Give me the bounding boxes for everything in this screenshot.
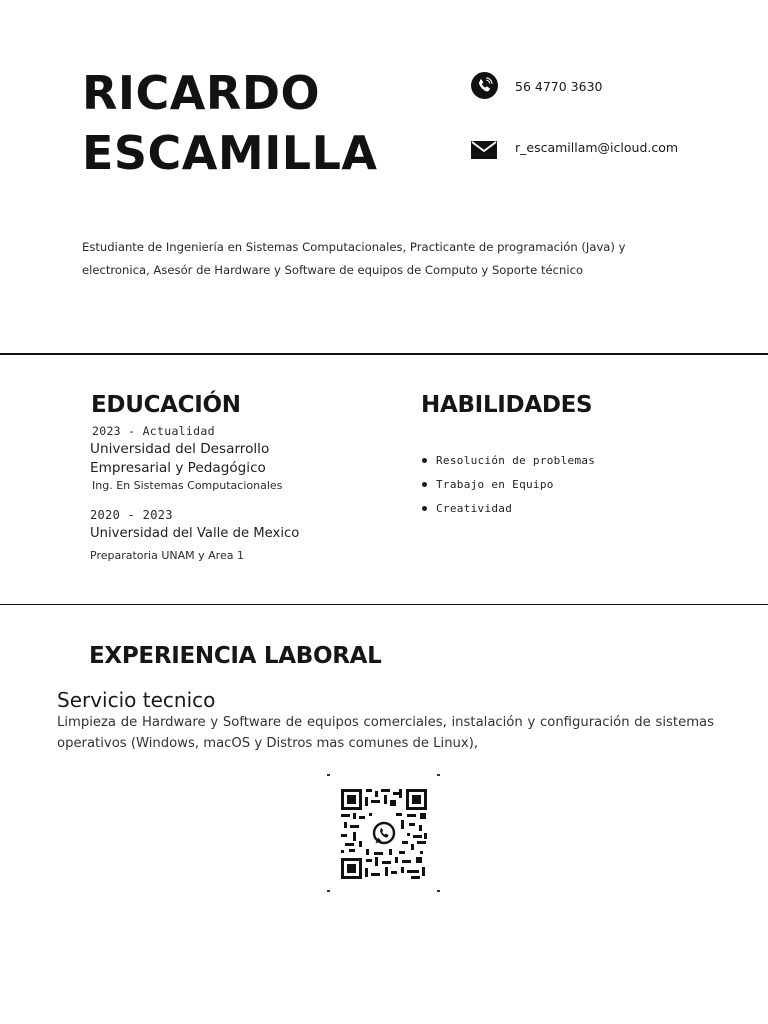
job-title: Servicio tecnico: [57, 688, 216, 712]
whatsapp-qr-code[interactable]: [327, 774, 440, 892]
experience-title: EXPERIENCIA LABORAL: [89, 643, 382, 669]
education-title: EDUCACIÓN: [91, 392, 241, 418]
divider-middle: [0, 604, 768, 605]
education-degree-2: Preparatoria UNAM y Area 1: [90, 549, 244, 562]
whatsapp-icon: [370, 820, 398, 848]
qr-code-icon: [341, 789, 427, 879]
skill-label: Trabajo en Equipo: [436, 477, 554, 491]
skill-label: Resolución de problemas: [436, 453, 596, 467]
bullet-icon: [422, 506, 427, 511]
qr-frame-corner: [437, 890, 440, 892]
skills-title: HABILIDADES: [421, 392, 593, 418]
skill-label: Creatividad: [436, 501, 513, 515]
qr-frame-corner: [327, 774, 330, 776]
qr-frame-corner: [437, 774, 440, 776]
phone-icon: [470, 71, 498, 99]
name-first: RICARDO: [82, 66, 321, 120]
education-period-1: 2023 - Actualidad: [92, 424, 215, 438]
phone-number: 56 4770 3630: [515, 79, 603, 94]
job-description: Limpieza de Hardware y Software de equipos comerciales, instalación y configuración de sistemas operativos (Windows, macOS y Distros mas comunes de Linux),: [57, 715, 714, 751]
education-institution-2: Universidad del Valle de Mexico: [90, 526, 300, 541]
profile-summary: Estudiante de Ingeniería en Sistemas Computacionales, Practicante de programación (Java) y electronica, Asesór de Hardware y Software de equipos de Computo y Soporte técnico: [82, 240, 626, 277]
divider-top: [0, 353, 768, 355]
mail-icon: [470, 136, 498, 164]
bullet-icon: [422, 458, 427, 463]
bullet-icon: [422, 482, 427, 487]
email-address: r_escamillam@icloud.com: [515, 140, 679, 155]
skills-list: [420, 448, 595, 520]
qr-frame-corner: [327, 890, 330, 892]
skill-item: [420, 472, 595, 496]
education-degree-1: Ing. En Sistemas Computacionales: [92, 479, 283, 492]
skill-item: [420, 496, 595, 520]
name-last: ESCAMILLA: [82, 126, 378, 180]
skill-item: [420, 448, 595, 472]
education-period-2: 2020 - 2023: [90, 508, 173, 522]
education-institution-1: Universidad del Desarrollo Empresarial y Pedagógico: [90, 441, 270, 476]
